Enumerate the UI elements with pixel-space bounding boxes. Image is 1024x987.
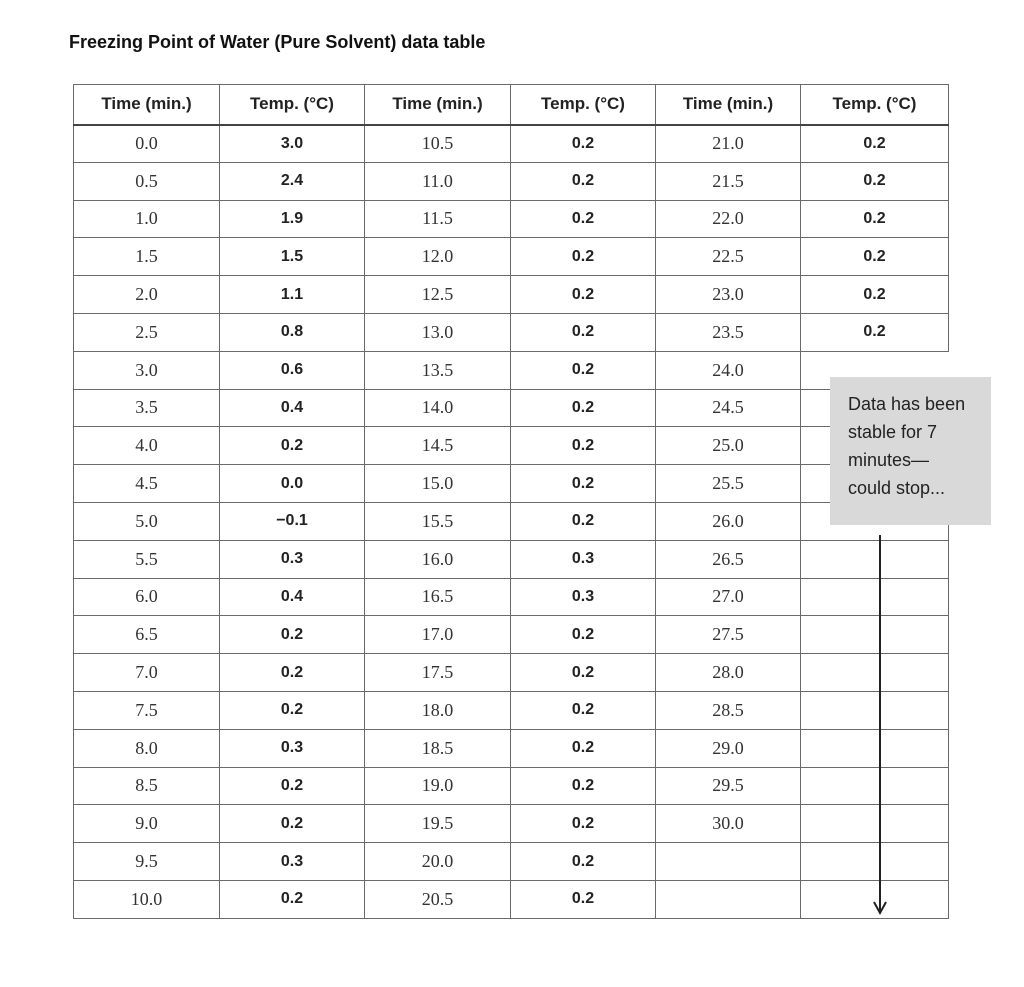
- table-row: [74, 767, 949, 805]
- time-cell: 2.0: [74, 276, 220, 314]
- time-cell: 25.0: [656, 427, 801, 465]
- temp-cell: 3.0: [220, 125, 365, 163]
- time-cell: 14.5: [365, 427, 511, 465]
- time-cell: 8.5: [74, 767, 220, 805]
- table-row: [74, 465, 949, 503]
- temp-cell: 0.4: [220, 578, 365, 616]
- temp-cell: 0.2: [511, 880, 656, 918]
- annotation-callout: [830, 377, 991, 525]
- temp-cell: 0.3: [220, 540, 365, 578]
- time-cell: 1.5: [74, 238, 220, 276]
- annotation-line: minutes—: [848, 450, 930, 470]
- time-cell: 1.0: [74, 200, 220, 238]
- temp-cell: 0.3: [511, 540, 656, 578]
- temp-cell: 0.2: [511, 276, 656, 314]
- temp-cell: 0.2: [511, 691, 656, 729]
- header-time: Time (min.): [74, 85, 220, 125]
- time-cell: 22.0: [656, 200, 801, 238]
- table-row: [74, 805, 949, 843]
- time-cell: 23.0: [656, 276, 801, 314]
- temp-cell: 0.2: [220, 616, 365, 654]
- temp-cell: 0.2: [511, 238, 656, 276]
- time-cell: 21.5: [656, 162, 801, 200]
- down-arrow-icon: [870, 535, 890, 915]
- table-row: [74, 540, 949, 578]
- temp-cell: −0.1: [220, 502, 365, 540]
- temp-cell: 0.2: [220, 691, 365, 729]
- time-cell: 23.5: [656, 313, 801, 351]
- temp-cell: 0.2: [220, 805, 365, 843]
- time-cell: 15.0: [365, 465, 511, 503]
- temp-cell: 0.2: [801, 313, 949, 351]
- temp-cell: 0.2: [511, 654, 656, 692]
- header-time: Time (min.): [365, 85, 511, 125]
- time-cell: 28.5: [656, 691, 801, 729]
- temp-cell: 0.2: [220, 880, 365, 918]
- table-row: [74, 276, 949, 314]
- temp-cell: 0.2: [511, 313, 656, 351]
- time-cell: 18.0: [365, 691, 511, 729]
- time-cell: 3.0: [74, 351, 220, 389]
- table-row: [74, 729, 949, 767]
- table-row: [74, 351, 949, 389]
- table-row: [74, 502, 949, 540]
- time-cell: 15.5: [365, 502, 511, 540]
- temp-cell: 0.2: [511, 427, 656, 465]
- time-cell: 27.0: [656, 578, 801, 616]
- time-cell: 12.0: [365, 238, 511, 276]
- table-row: [74, 654, 949, 692]
- temp-cell: 0.2: [511, 729, 656, 767]
- time-cell: 18.5: [365, 729, 511, 767]
- time-cell: 20.5: [365, 880, 511, 918]
- temp-cell: 0.4: [220, 389, 365, 427]
- time-cell: 26.5: [656, 540, 801, 578]
- table-row: [74, 200, 949, 238]
- table-row: [74, 691, 949, 729]
- temp-cell: 0.2: [511, 805, 656, 843]
- time-cell: 27.5: [656, 616, 801, 654]
- table-row: [74, 843, 949, 881]
- time-cell: 8.0: [74, 729, 220, 767]
- time-cell: 5.0: [74, 502, 220, 540]
- temp-cell: 0.3: [220, 843, 365, 881]
- page-title: Freezing Point of Water (Pure Solvent) data table: [69, 32, 486, 52]
- temp-cell: 1.9: [220, 200, 365, 238]
- time-cell: 12.5: [365, 276, 511, 314]
- temp-cell: 0.2: [801, 162, 949, 200]
- temp-cell: 0.2: [511, 125, 656, 163]
- table-row: [74, 162, 949, 200]
- time-cell: 0.5: [74, 162, 220, 200]
- time-cell: 16.0: [365, 540, 511, 578]
- time-cell: 17.5: [365, 654, 511, 692]
- temp-cell: 2.4: [220, 162, 365, 200]
- header-time: Time (min.): [656, 85, 801, 125]
- time-cell: 10.0: [74, 880, 220, 918]
- time-cell: 19.5: [365, 805, 511, 843]
- time-cell: 24.5: [656, 389, 801, 427]
- temp-cell: 1.1: [220, 276, 365, 314]
- temp-cell: 0.6: [220, 351, 365, 389]
- temp-cell: 1.5: [220, 238, 365, 276]
- table-row: [74, 880, 949, 918]
- time-cell: 22.5: [656, 238, 801, 276]
- table-row: [74, 238, 949, 276]
- temp-cell: 0.2: [511, 616, 656, 654]
- header-temp: Temp. (°C): [801, 85, 949, 125]
- temp-cell: 0.2: [511, 162, 656, 200]
- time-cell: 7.0: [74, 654, 220, 692]
- time-cell: 26.0: [656, 502, 801, 540]
- temp-cell: 0.2: [511, 502, 656, 540]
- time-cell: 19.0: [365, 767, 511, 805]
- data-table: [73, 84, 949, 919]
- table-body: [74, 125, 949, 919]
- header-temp: Temp. (°C): [220, 85, 365, 125]
- table-row: [74, 389, 949, 427]
- time-cell: 9.0: [74, 805, 220, 843]
- temp-cell: 0.3: [220, 729, 365, 767]
- time-cell: 11.0: [365, 162, 511, 200]
- temp-cell: 0.2: [801, 276, 949, 314]
- time-cell: 13.5: [365, 351, 511, 389]
- time-cell: 11.5: [365, 200, 511, 238]
- annotation-line: Data has been: [848, 394, 966, 414]
- temp-cell: 0.2: [801, 238, 949, 276]
- time-cell: 6.0: [74, 578, 220, 616]
- time-cell: 9.5: [74, 843, 220, 881]
- temp-cell: 0.2: [511, 465, 656, 503]
- table-row: [74, 125, 949, 163]
- table-row: [74, 616, 949, 654]
- time-cell: 21.0: [656, 125, 801, 163]
- time-cell: 7.5: [74, 691, 220, 729]
- time-cell: 5.5: [74, 540, 220, 578]
- temp-cell: 0.2: [220, 427, 365, 465]
- temp-cell: 0.2: [511, 351, 656, 389]
- time-cell: 24.0: [656, 351, 801, 389]
- table-row: [74, 313, 949, 351]
- time-cell: 2.5: [74, 313, 220, 351]
- time-cell: 16.5: [365, 578, 511, 616]
- time-cell: 29.5: [656, 767, 801, 805]
- time-cell: 13.0: [365, 313, 511, 351]
- time-cell: 4.5: [74, 465, 220, 503]
- time-cell: 25.5: [656, 465, 801, 503]
- time-cell: [656, 880, 801, 918]
- temp-cell: 0.2: [220, 767, 365, 805]
- time-cell: 3.5: [74, 389, 220, 427]
- temp-cell: 0.8: [220, 313, 365, 351]
- temp-cell: 0.2: [801, 200, 949, 238]
- temp-cell: 0.2: [511, 843, 656, 881]
- header-temp: Temp. (°C): [511, 85, 656, 125]
- temp-cell: 0.2: [511, 389, 656, 427]
- temp-cell: 0.2: [511, 767, 656, 805]
- time-cell: 17.0: [365, 616, 511, 654]
- temp-cell: 0.2: [511, 200, 656, 238]
- time-cell: 14.0: [365, 389, 511, 427]
- time-cell: 6.5: [74, 616, 220, 654]
- time-cell: [656, 843, 801, 881]
- temp-cell: 0.3: [511, 578, 656, 616]
- table-row: [74, 427, 949, 465]
- temp-cell: 0.0: [220, 465, 365, 503]
- time-cell: 4.0: [74, 427, 220, 465]
- time-cell: 20.0: [365, 843, 511, 881]
- time-cell: 0.0: [74, 125, 220, 163]
- time-cell: 30.0: [656, 805, 801, 843]
- time-cell: 29.0: [656, 729, 801, 767]
- table-row: [74, 578, 949, 616]
- annotation-line: stable for 7: [848, 422, 938, 442]
- time-cell: 10.5: [365, 125, 511, 163]
- header-row: [74, 85, 949, 125]
- annotation-line: could stop...: [848, 478, 946, 498]
- temp-cell: 0.2: [220, 654, 365, 692]
- time-cell: 28.0: [656, 654, 801, 692]
- temp-cell: 0.2: [801, 125, 949, 163]
